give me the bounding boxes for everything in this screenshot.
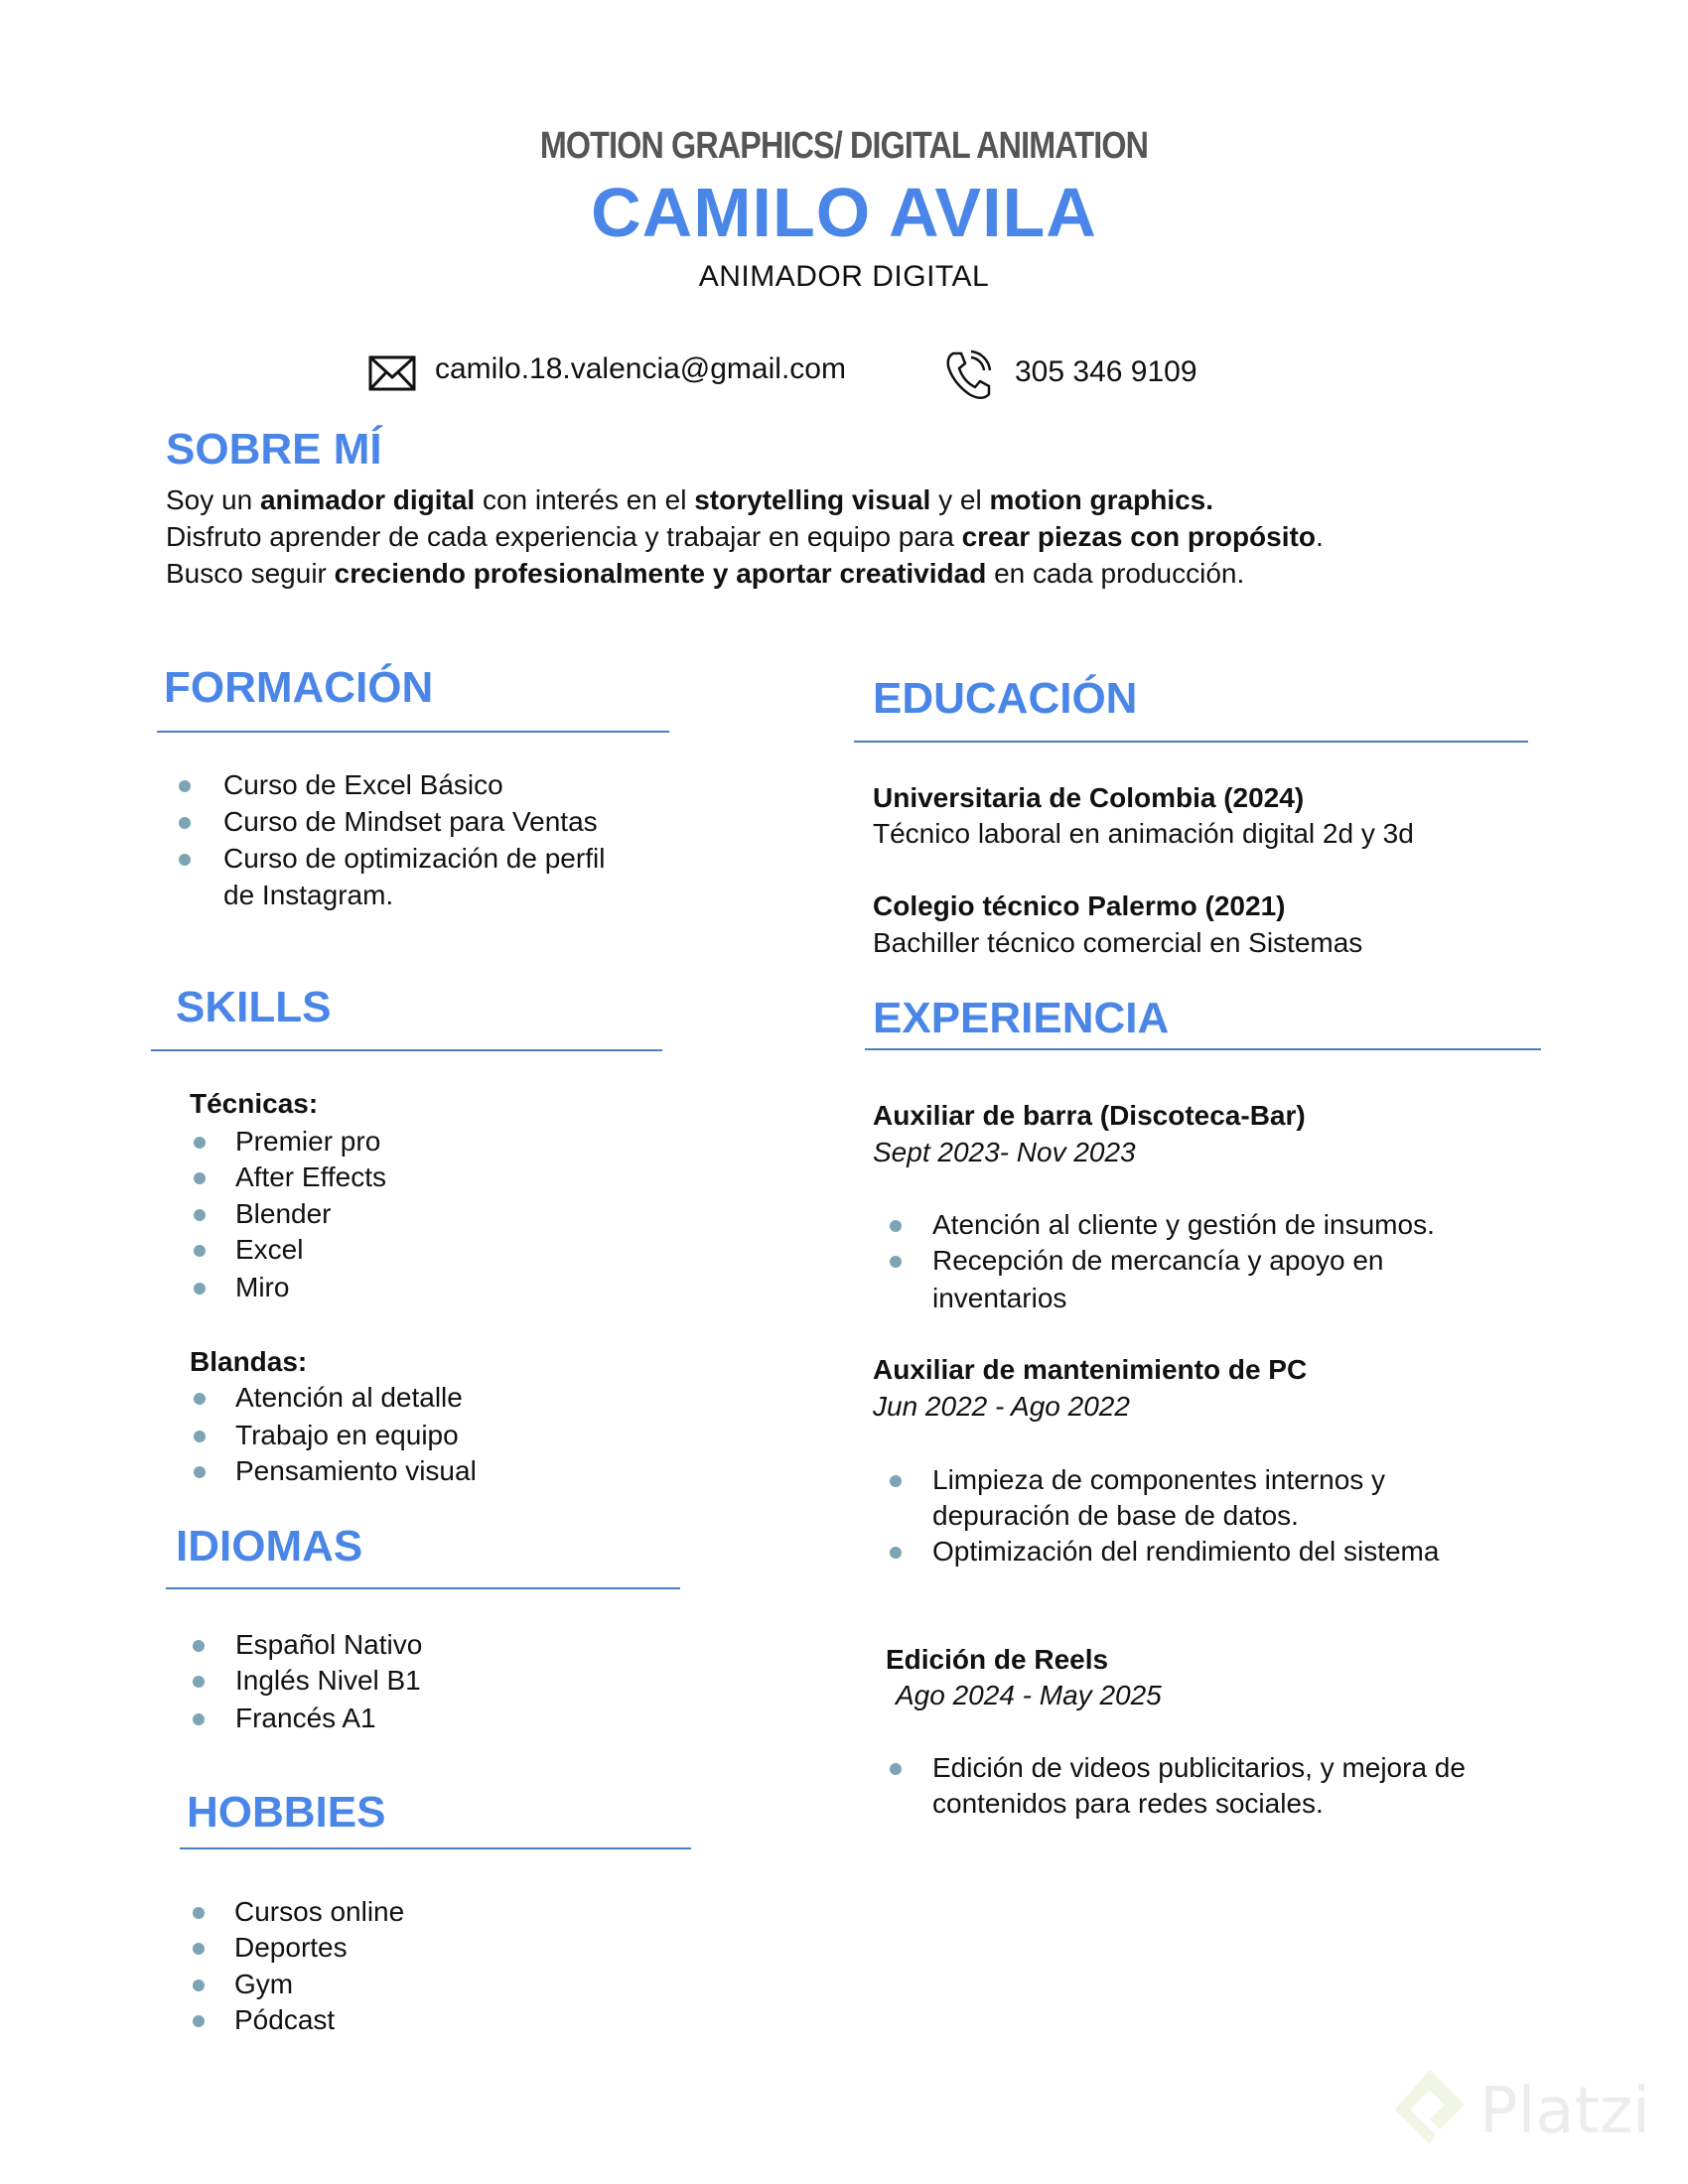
- skill-item: Excel: [235, 1234, 304, 1265]
- about-text: en cada producción.: [986, 558, 1245, 589]
- candidate-role: ANIMADOR DIGITAL: [698, 260, 990, 293]
- job-dates: Ago 2024 - May 2025: [896, 1680, 1162, 1710]
- hobby-item: Gym: [234, 1969, 294, 1999]
- bullet-icon: [179, 854, 191, 866]
- hobbies-heading: HOBBIES: [187, 1788, 386, 1837]
- education-degree: Bachiller técnico comercial en Sistemas: [873, 927, 1363, 958]
- formacion-item: Curso de optimización de perfil: [223, 843, 606, 874]
- about-text: con interés en el: [475, 484, 695, 515]
- idiomas-divider: [166, 1587, 680, 1589]
- bullet-icon: [193, 2015, 205, 2027]
- job-bullet: Limpieza de componentes internos y: [932, 1464, 1386, 1495]
- about-emphasis: crear piezas con propósito: [961, 521, 1316, 552]
- bullet-icon: [179, 817, 191, 829]
- bullet-icon: [194, 1466, 206, 1478]
- bullet-icon: [193, 1943, 205, 1955]
- about-text: Soy un: [166, 484, 260, 515]
- education-degree: Técnico laboral en animación digital 2d y 3d: [873, 818, 1414, 849]
- about-emphasis: creciendo profesionalmente y aportar creatividad: [334, 558, 987, 589]
- formacion-item-continued: de Instagram.: [223, 880, 394, 910]
- skills-heading: SKILLS: [176, 983, 332, 1031]
- about-line-3: [166, 558, 1244, 590]
- envelope-icon: [368, 355, 416, 396]
- bullet-icon: [193, 1907, 205, 1919]
- bullet-icon: [890, 1547, 902, 1559]
- experiencia-divider: [865, 1048, 1541, 1050]
- bullet-icon: [890, 1220, 902, 1232]
- hobbies-divider: [180, 1847, 691, 1849]
- job-title: Auxiliar de mantenimiento de PC: [873, 1354, 1308, 1385]
- job-title: Edición de Reels: [886, 1644, 1109, 1675]
- platzi-logo-icon: [1390, 2065, 1470, 2169]
- skills-tecnicas-label: Técnicas:: [190, 1088, 319, 1119]
- about-heading: SOBRE MÍ: [166, 425, 382, 474]
- idioma-item: Francés A1: [235, 1703, 376, 1733]
- bullet-icon: [194, 1137, 206, 1149]
- phone-icon: [943, 349, 993, 406]
- idiomas-heading: IDIOMAS: [176, 1522, 363, 1570]
- about-text: y el: [930, 484, 990, 515]
- hobby-item: Deportes: [234, 1932, 348, 1963]
- bullet-icon: [890, 1475, 902, 1487]
- bullet-icon: [194, 1245, 206, 1257]
- job-dates: Sept 2023- Nov 2023: [873, 1137, 1136, 1167]
- about-emphasis: storytelling visual: [694, 484, 931, 515]
- about-line-2: [166, 521, 1324, 553]
- idioma-item: Español Nativo: [235, 1629, 423, 1660]
- about-emphasis: animador digital: [259, 484, 476, 515]
- skill-item: Blender: [235, 1198, 332, 1229]
- job-title: Auxiliar de barra (Discoteca-Bar): [873, 1100, 1306, 1131]
- job-bullet: Optimización del rendimiento del sistema: [932, 1536, 1440, 1567]
- skill-item: Premier pro: [235, 1126, 381, 1157]
- formacion-item: Curso de Excel Básico: [223, 769, 503, 800]
- skills-blandas-label: Blandas:: [190, 1346, 308, 1377]
- idioma-item: Inglés Nivel B1: [235, 1665, 421, 1696]
- hobby-item: Cursos online: [234, 1896, 405, 1927]
- phone-number[interactable]: 305 346 9109: [1015, 355, 1197, 388]
- bullet-icon: [890, 1256, 902, 1268]
- educacion-divider: [854, 741, 1528, 743]
- tagline: MOTION GRAPHICS/ DIGITAL ANIMATION: [539, 125, 1149, 167]
- formacion-divider: [157, 731, 669, 733]
- about-emphasis: motion graphics.: [989, 484, 1214, 515]
- skills-divider: [151, 1049, 662, 1051]
- job-bullet: Recepción de mercancía y apoyo en: [932, 1245, 1384, 1276]
- about-text: .: [1315, 521, 1324, 552]
- candidate-name: CAMILO AVILA: [591, 174, 1097, 251]
- formacion-item: Curso de Mindset para Ventas: [223, 806, 598, 837]
- hobby-item: Pódcast: [234, 2004, 336, 2035]
- about-text: Disfruto aprender de cada experiencia y trabajar en equipo para: [166, 521, 962, 552]
- job-bullet: Atención al cliente y gestión de insumos.: [932, 1209, 1435, 1240]
- about-text: Busco seguir: [166, 558, 335, 589]
- job-bullet-continued: inventarios: [932, 1283, 1067, 1313]
- experiencia-heading: EXPERIENCIA: [873, 994, 1170, 1042]
- skill-item: Trabajo en equipo: [235, 1420, 459, 1450]
- job-bullet: Edición de videos publicitarios, y mejora de: [932, 1752, 1466, 1783]
- bullet-icon: [193, 1640, 205, 1652]
- watermark-text: Platzi: [1479, 2075, 1651, 2148]
- bullet-icon: [194, 1209, 206, 1221]
- bullet-icon: [194, 1283, 206, 1295]
- education-school: Universitaria de Colombia (2024): [873, 782, 1305, 813]
- bullet-icon: [193, 1713, 205, 1725]
- skill-item: Pensamiento visual: [235, 1455, 477, 1486]
- job-bullet-continued: contenidos para redes sociales.: [932, 1788, 1324, 1819]
- bullet-icon: [194, 1393, 206, 1405]
- bullet-icon: [194, 1431, 206, 1442]
- education-school: Colegio técnico Palermo (2021): [873, 890, 1286, 921]
- bullet-icon: [193, 1676, 205, 1688]
- job-dates: Jun 2022 - Ago 2022: [873, 1391, 1130, 1422]
- bullet-icon: [193, 1979, 205, 1991]
- email-link[interactable]: camilo.18.valencia@gmail.com: [435, 352, 846, 385]
- bullet-icon: [890, 1763, 902, 1775]
- job-bullet-continued: depuración de base de datos.: [932, 1500, 1299, 1531]
- bullet-icon: [194, 1172, 206, 1184]
- skill-item: After Effects: [235, 1161, 386, 1192]
- bullet-icon: [179, 780, 191, 792]
- about-line-1: [166, 484, 1213, 516]
- skill-item: Atención al detalle: [235, 1382, 463, 1413]
- educacion-heading: EDUCACIÓN: [873, 674, 1138, 723]
- formacion-heading: FORMACIÓN: [164, 663, 434, 712]
- skill-item: Miro: [235, 1272, 290, 1302]
